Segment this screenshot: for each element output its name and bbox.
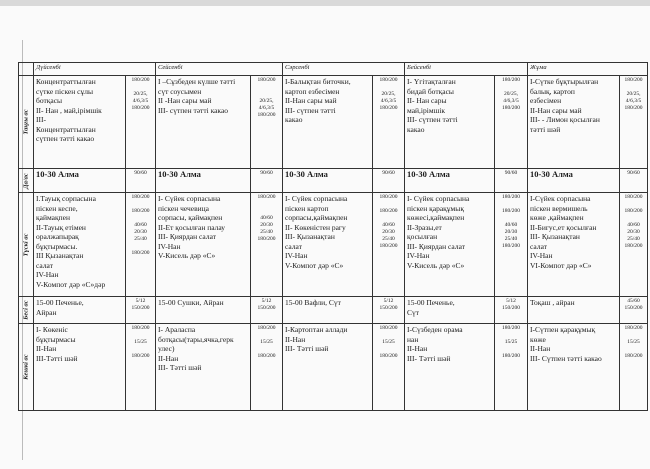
dish-line: 15-00 Печенье, — [407, 298, 455, 307]
dish-line: III- Қызанақтан — [530, 232, 580, 241]
dish-cell-thursday — [405, 297, 495, 324]
portion-cell-thursday — [495, 193, 528, 297]
meal-row-snack1 — [19, 169, 648, 193]
dish-line: бұқтырмасы. — [36, 241, 78, 251]
portion-value: 90/60 — [260, 170, 273, 176]
portion-cell-wednesday — [373, 76, 405, 169]
portion-value: 20/25, — [133, 91, 148, 97]
portion-value — [128, 346, 153, 353]
dish-line: көжесі,қаймақпен — [407, 213, 465, 222]
dish-line: піскен кеспе, — [36, 203, 78, 213]
portion-cell-friday — [620, 324, 648, 411]
meal-label-cell — [19, 76, 34, 169]
dish-line: II-Нан сары май — [285, 96, 337, 105]
portion-value: 40/60 — [382, 222, 395, 228]
portion-value: 180/200 — [624, 194, 643, 200]
day-header-wednesday: Сәрсенбі — [283, 63, 405, 76]
dish-cell-tuesday — [156, 324, 251, 411]
portion-value: 180/200 — [131, 105, 150, 111]
dish-line: сорпасы,қаймақпен — [285, 213, 348, 222]
dish-line: III- - Лимон қосылған — [530, 115, 600, 124]
dish-cell-monday — [34, 297, 126, 324]
dish-cell-friday — [528, 297, 620, 324]
portion-value: 180/200 — [501, 243, 521, 249]
portion-value — [622, 215, 645, 222]
portion-value: 25/40 — [504, 236, 518, 242]
portion-value: 180/200 — [257, 236, 276, 242]
portion-value — [253, 91, 280, 98]
portion-cell-tuesday — [251, 76, 283, 169]
meal-row-snack2 — [19, 297, 648, 324]
portion-value: 180/200 — [379, 77, 398, 83]
dish-cell-wednesday — [283, 76, 373, 169]
dish-line: сорпасы, қаймақпен — [158, 213, 223, 222]
portion-value: 90/60 — [382, 170, 395, 176]
dish-line: I –Сұзбеден күлше тәтті — [158, 77, 236, 86]
portion-value: 15/25 — [627, 339, 640, 345]
portion-value: 150/200 — [131, 305, 150, 311]
portion-value: 90/60 — [504, 170, 518, 176]
dish-line: III- Тәтті шәй — [285, 344, 329, 353]
portion-value — [375, 84, 402, 91]
portion-cell-tuesday — [251, 324, 283, 411]
dish-line: II-Тауық етімен — [36, 222, 86, 232]
dish-line: сүт соусымен — [158, 86, 202, 96]
dish-line: І.Тауық сорпасына — [36, 194, 96, 203]
portion-value: 25/40 — [260, 229, 273, 235]
portion-value: 150/200 — [257, 305, 276, 311]
dish-line: III- Қызанақтан — [285, 232, 335, 241]
dish-cell-monday — [34, 193, 126, 297]
portion-value: 180/200 — [624, 77, 643, 83]
portion-cell-tuesday — [251, 297, 283, 324]
dish-line: піскен картоп — [285, 203, 329, 213]
dish-line: какао — [407, 124, 425, 134]
portion-value — [622, 332, 645, 339]
dish-line: май,ірімшік — [407, 105, 446, 115]
portion-cell-wednesday — [373, 324, 405, 411]
meal-label: Түскі ас — [22, 233, 30, 256]
portion-value: 40/60 — [504, 222, 518, 228]
dish-line: 15-00 Печенье, — [36, 298, 84, 307]
portion-value: 20/25, — [626, 91, 641, 97]
portion-cell-wednesday — [373, 193, 405, 297]
portion-value — [622, 84, 645, 91]
portion-cell-monday — [126, 324, 156, 411]
portion-value: 20/25, — [381, 91, 396, 97]
portion-value — [375, 201, 402, 208]
dish-line: I- Араласпа — [158, 325, 196, 334]
portion-value: 180/200 — [624, 325, 643, 331]
portion-value — [253, 346, 280, 353]
portion-cell-monday — [126, 193, 156, 297]
portion-value: 25/40 — [627, 236, 640, 242]
dish-line: сүтпен тәтті какао — [36, 134, 95, 143]
dish-line: I-Балықтан биточки, — [285, 77, 351, 86]
dish-cell-wednesday — [283, 324, 373, 411]
dish-line: көже ,қаймақпен — [530, 213, 584, 222]
portion-value — [497, 201, 525, 208]
dish-line: I-Сүтпен қарақұмық — [530, 325, 596, 334]
meal-label-cell — [19, 169, 34, 193]
portion-value: 180/200 — [501, 105, 521, 111]
dish-line: 15-00 Вафли, Сүт — [285, 298, 341, 307]
dish-line: III-Тәтті шәй — [36, 353, 78, 363]
portion-value — [497, 332, 525, 339]
dish-cell-monday — [34, 324, 126, 411]
dish-line: II-Бигус,ет қосылған — [530, 222, 597, 232]
dish-line: IV-Нан — [285, 251, 308, 260]
portion-value: 25/40 — [134, 236, 147, 242]
dish-line: II-Нан — [158, 353, 179, 363]
portion-value: 20/25, — [504, 91, 518, 97]
dish-line: I- Көкеніс — [36, 325, 68, 334]
portion-value: 20/30 — [504, 229, 518, 235]
meal-row-dinner — [19, 324, 648, 411]
portion-value: 180/200 — [379, 353, 398, 359]
portion-value: 4/6,3/5 — [380, 98, 397, 104]
dish-cell-wednesday — [283, 169, 373, 193]
meal-label-cell — [19, 193, 34, 297]
portion-value: 5/12 — [135, 298, 146, 304]
dish-line: I-Сүзбеден орама — [407, 325, 463, 334]
scan-top-edge — [0, 0, 650, 6]
portion-cell-tuesday — [251, 193, 283, 297]
dish-line: III- сүтпен тәтті — [285, 105, 336, 115]
portion-value: 15/25 — [134, 339, 147, 345]
dish-line: III- сүтпен тәтті какао — [158, 105, 229, 115]
dish-line: какао — [285, 115, 303, 124]
portion-value: 180/200 — [379, 243, 398, 249]
meal-label-cell — [19, 324, 34, 411]
dish-line: III- Қиярдан салат — [158, 232, 216, 241]
dish-line: II-Нан — [407, 344, 428, 353]
dish-line: Тоқаш , айран — [530, 298, 575, 307]
portion-value: 180/200 — [501, 77, 521, 83]
dish-line: II- Нан , май,ірімшік — [36, 105, 102, 115]
portion-value: 5/12 — [261, 298, 272, 304]
meal-label: Кешкі ас — [22, 354, 30, 380]
portion-value: 20/30 — [134, 229, 147, 235]
dish-line: I-Картоптан аллади — [285, 325, 348, 334]
portion-cell-monday — [126, 169, 156, 193]
portion-value — [128, 201, 153, 208]
portion-value: 90/60 — [134, 170, 147, 176]
portion-value: 180/200 — [501, 325, 521, 331]
portion-cell-thursday — [495, 76, 528, 169]
portion-value — [497, 215, 525, 222]
dish-line: бидай ботқасы — [407, 86, 454, 96]
dish-line: I- Сүйек сорпасына — [285, 194, 348, 203]
dish-line: II-Нан — [36, 344, 57, 353]
dish-line: VI-Компот дәр «С» — [530, 260, 592, 270]
dish-line: II- Көкеністен рагу — [285, 222, 346, 232]
portion-value: 180/200 — [624, 208, 643, 214]
portion-cell-thursday — [495, 297, 528, 324]
weekly-menu-table — [18, 62, 648, 411]
portion-value: 180/200 — [379, 208, 398, 214]
day-header-friday: Жұма — [528, 63, 648, 76]
portion-value: 20/25, — [259, 98, 274, 104]
dish-cell-tuesday — [156, 76, 251, 169]
portion-value: 180/200 — [257, 112, 276, 118]
dish-cell-monday — [34, 169, 126, 193]
dish-line: III Қызанақтан — [36, 251, 84, 260]
portion-value — [375, 346, 402, 353]
meal-row-breakfast — [19, 76, 648, 169]
portion-value: 20/30 — [627, 229, 640, 235]
dish-line: салат — [36, 260, 53, 270]
portion-value: 15/25 — [382, 339, 395, 345]
portion-value — [128, 332, 153, 339]
portion-value: 40/60 — [627, 222, 640, 228]
portion-value: 180/200 — [131, 250, 150, 256]
meal-label-cell — [19, 297, 34, 324]
dish-line: салат — [285, 241, 302, 251]
portion-value: 180/200 — [501, 353, 521, 359]
portion-cell-wednesday — [373, 169, 405, 193]
portion-cell-friday — [620, 76, 648, 169]
portion-value: 5/12 — [383, 298, 394, 304]
dish-line: V-Компот дәр «С»дәр — [36, 279, 106, 289]
dish-line: III- Сүтпен тәтті какао — [530, 353, 602, 363]
dish-line: I-Сүтке бұқтырылған — [530, 77, 599, 86]
dish-line: V-Кисель дәр «С» — [158, 251, 216, 260]
portion-cell-monday — [126, 76, 156, 169]
dish-cell-tuesday — [156, 193, 251, 297]
day-header-thursday: Бейсенбі — [405, 63, 528, 76]
dish-line: II-Ет қосылған палау — [158, 222, 226, 232]
dish-line: IV-Нан — [530, 251, 553, 260]
dish-cell-friday — [528, 324, 620, 411]
day-header-row — [19, 63, 648, 76]
portion-value: 180/200 — [257, 353, 276, 359]
portion-value: 180/200 — [257, 325, 276, 331]
dish-line: тәтті шәй — [530, 124, 561, 134]
portion-value: 180/200 — [501, 194, 521, 200]
dish-line: II-Зразы,ет — [407, 222, 442, 232]
portion-value — [128, 243, 153, 250]
portion-value: 40/60 — [134, 222, 147, 228]
portion-value — [497, 346, 525, 353]
dish-line: Концентраттылған — [36, 77, 96, 86]
portion-value: 180/200 — [131, 208, 150, 214]
dish-line: II-Нан сары май — [530, 105, 582, 115]
portion-value: 90/60 — [627, 170, 640, 176]
portion-value: 20/30 — [260, 222, 273, 228]
dish-line: II-Нан — [530, 344, 551, 353]
portion-cell-monday — [126, 297, 156, 324]
dish-line: сүтке піскен сұлы — [36, 86, 93, 96]
dish-line: ботқасы(тары,ячка,герк — [158, 334, 234, 344]
day-header-monday: Дүйсенбі — [34, 63, 156, 76]
dish-cell-tuesday — [156, 297, 251, 324]
dish-line: піскен қарақұмық — [407, 203, 464, 213]
portion-value: 180/200 — [624, 243, 643, 249]
dish-line: Концентраттылған — [36, 124, 96, 134]
dish-line: 10-30 Алма — [530, 169, 573, 179]
portion-value: 25/40 — [382, 236, 395, 242]
dish-line: III- — [36, 115, 46, 124]
dish-line: оралжапырақ — [36, 232, 79, 241]
portion-value: 4/6,3/5 — [132, 98, 149, 104]
dish-line: көже — [530, 334, 546, 344]
dish-line: піскен чечевица — [158, 203, 210, 213]
day-header-tuesday: Сейсенбі — [156, 63, 283, 76]
dish-cell-wednesday — [283, 297, 373, 324]
portion-value: 180/200 — [379, 194, 398, 200]
portion-value — [622, 201, 645, 208]
portion-cell-friday — [620, 193, 648, 297]
dish-line: 10-30 Алма — [36, 169, 79, 179]
dish-line: ботқасы — [36, 96, 63, 105]
dish-line: IV-Нан — [158, 241, 181, 251]
portion-value: 180/200 — [131, 325, 150, 331]
dish-line: балық, картоп — [530, 86, 575, 96]
portion-value — [253, 332, 280, 339]
portion-value: 15/25 — [504, 339, 518, 345]
dish-line: Сүт — [407, 307, 420, 317]
portion-value — [128, 84, 153, 91]
dish-line: III- Тәтті шәй — [158, 363, 202, 372]
dish-cell-friday — [528, 76, 620, 169]
dish-line: 10-30 Алма — [407, 169, 450, 179]
portion-value: 180/200 — [624, 105, 643, 111]
dish-line: 10-30 Алма — [158, 169, 201, 179]
dish-cell-tuesday — [156, 169, 251, 193]
portion-value: 5/12 — [506, 298, 516, 304]
portion-value: 45/60 — [627, 298, 640, 304]
dish-line: V-Компот дәр «С» — [285, 260, 344, 270]
dish-cell-thursday — [405, 169, 495, 193]
dish-line: бұқтырмасы — [36, 334, 76, 344]
dish-line: III- сүтпен тәтті — [407, 115, 458, 124]
dish-line: улес) — [158, 344, 175, 353]
portion-value — [375, 215, 402, 222]
dish-line: картоп езбесімен — [285, 86, 340, 96]
dish-cell-thursday — [405, 193, 495, 297]
dish-line: қаймақпен — [36, 213, 71, 222]
portion-value: 180/200 — [624, 353, 643, 359]
portion-cell-thursday — [495, 324, 528, 411]
dish-line: IV-Нан — [36, 270, 59, 279]
portion-value: 180/200 — [257, 194, 276, 200]
dish-line: қосылған — [407, 232, 438, 241]
portion-value: 180/200 — [379, 325, 398, 331]
dish-line: Айран — [36, 307, 57, 317]
portion-value: 150/200 — [501, 305, 521, 311]
portion-value — [128, 215, 153, 222]
dish-line: езбесімен — [530, 96, 562, 105]
portion-cell-wednesday — [373, 297, 405, 324]
header-corner — [19, 63, 34, 76]
portion-cell-friday — [620, 169, 648, 193]
portion-value: 20/30 — [382, 229, 395, 235]
portion-value: 180/200 — [131, 194, 150, 200]
dish-line: III- Тәтті шәй — [407, 353, 451, 363]
portion-value: 180/200 — [257, 77, 276, 83]
dish-line: II- Нан сары — [407, 96, 447, 105]
dish-line: I-Сүйек сорпасына — [530, 194, 591, 203]
dish-cell-monday — [34, 76, 126, 169]
dish-line: 15-00 Сушки, Айран — [158, 298, 224, 307]
dish-cell-thursday — [405, 76, 495, 169]
portion-value: 4/6,3/5 — [503, 98, 519, 104]
portion-cell-friday — [620, 297, 648, 324]
portion-value — [253, 84, 280, 91]
dish-line: нан — [407, 334, 419, 344]
dish-cell-friday — [528, 169, 620, 193]
dish-line: салат — [530, 241, 547, 251]
portion-value: 15/25 — [260, 339, 273, 345]
meal-label: Бесі ас — [22, 300, 30, 320]
portion-value: 4/6,3/5 — [625, 98, 642, 104]
portion-value: 150/200 — [624, 305, 643, 311]
dish-line: V-Кисель дәр «С» — [407, 260, 465, 270]
dish-line: III- Қиярдан салат — [407, 241, 465, 251]
dish-line: I- Үгітақталған — [407, 77, 456, 86]
portion-value — [622, 346, 645, 353]
dish-cell-wednesday — [283, 193, 373, 297]
dish-line: II -Нан сары май — [158, 96, 212, 105]
portion-cell-tuesday — [251, 169, 283, 193]
dish-cell-friday — [528, 193, 620, 297]
portion-value: 180/200 — [131, 353, 150, 359]
portion-value: 40/60 — [260, 215, 273, 221]
portion-value: 180/200 — [501, 208, 521, 214]
portion-value: 180/200 — [379, 105, 398, 111]
meal-label: Таңғы ас — [22, 109, 30, 135]
meal-label: Да/ас — [22, 172, 30, 189]
dish-line: 10-30 Алма — [285, 169, 328, 179]
dish-cell-thursday — [405, 324, 495, 411]
portion-value — [375, 332, 402, 339]
dish-line: I- Сүйек сорпасына — [158, 194, 221, 203]
portion-value — [253, 208, 280, 215]
portion-value — [497, 84, 525, 91]
meal-row-lunch — [19, 193, 648, 297]
portion-cell-thursday — [495, 169, 528, 193]
portion-value — [253, 201, 280, 208]
dish-line: IV-Нан — [407, 251, 430, 260]
portion-value: 4/6,3/5 — [258, 105, 275, 111]
dish-line: I- Сүйек сорпасына — [407, 194, 470, 203]
portion-value: 150/200 — [379, 305, 398, 311]
dish-line: піскен вермишель — [530, 203, 588, 213]
portion-value: 180/200 — [131, 77, 150, 83]
dish-line: II-Нан — [285, 334, 306, 344]
